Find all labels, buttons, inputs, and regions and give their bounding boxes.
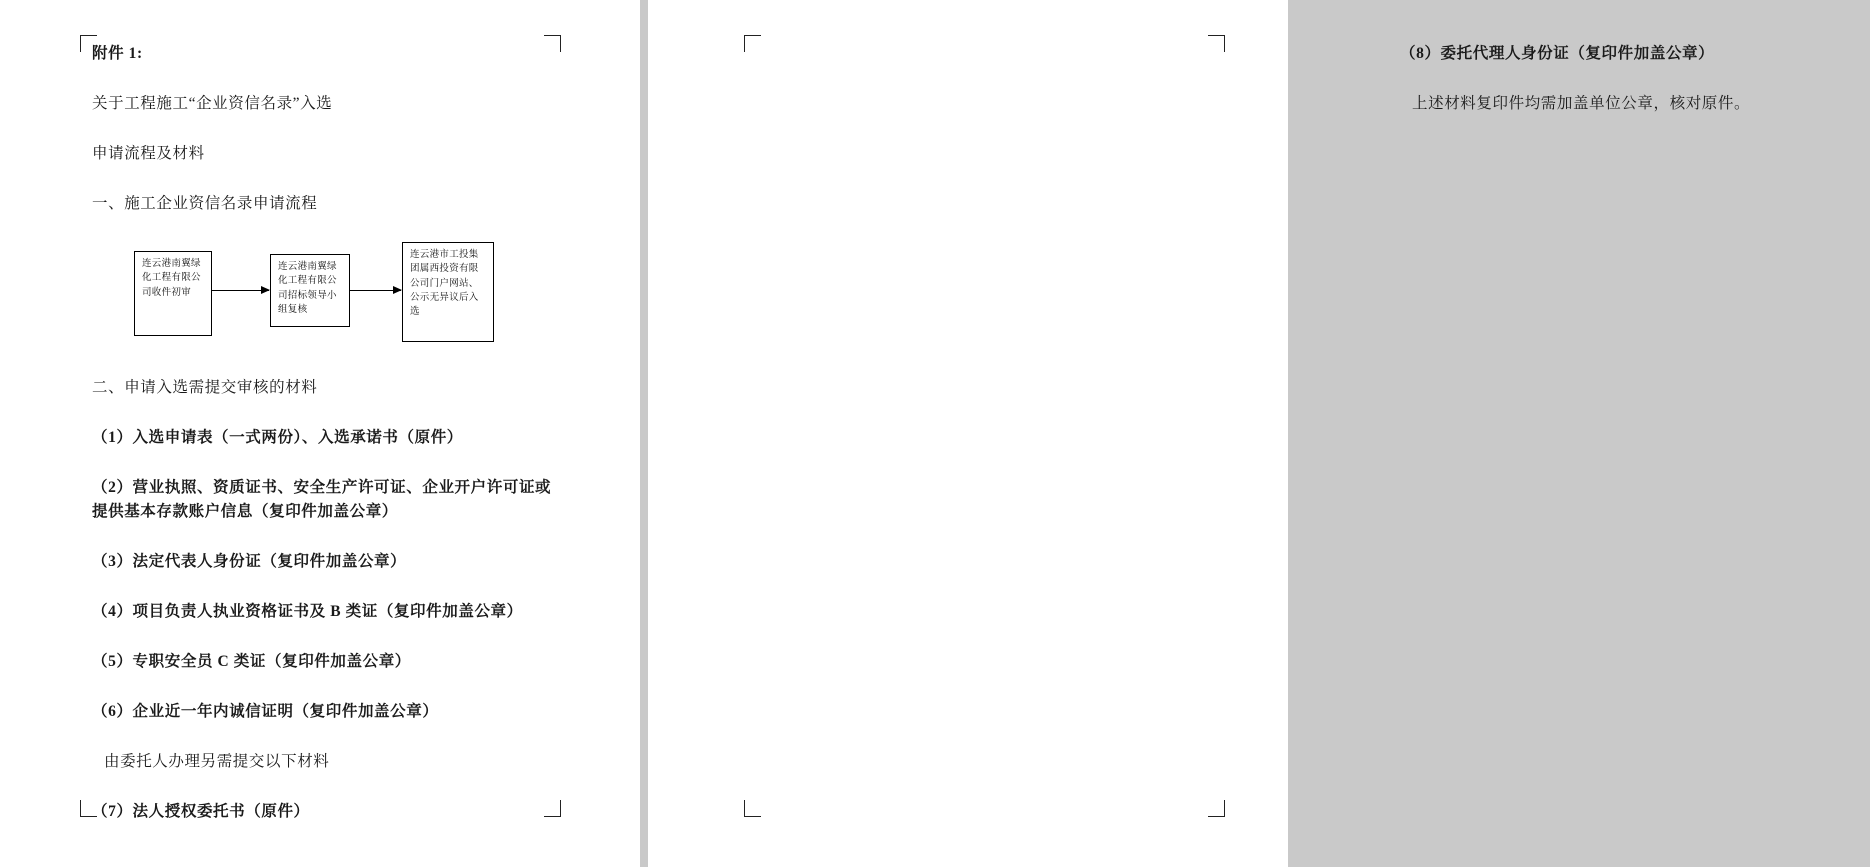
material-item-6: （6）企业近一年内诚信证明（复印件加盖公章）	[92, 703, 439, 721]
page-1-content	[92, 42, 562, 850]
material-item-1: （1）入选申请表（一式两份）、入选承诺书（原件）	[92, 429, 463, 447]
document-title-line-1: 关于工程施工“企业资信名录”入选	[92, 95, 333, 113]
crop-mark-bottom-right-icon	[1208, 800, 1225, 817]
material-item-7: （7）法人授权委托书（原件）	[92, 803, 310, 821]
document-page-2	[648, 0, 1751, 867]
material-item-3: （3）法定代表人身份证（复印件加盖公章）	[92, 553, 407, 571]
flow-step-3: 连云港市工投集团属西投资有限公司门户网站、公示无异议后入选	[402, 242, 494, 342]
section-1-heading: 一、施工企业资信名录申请流程	[92, 195, 318, 213]
section-2-heading: 二、申请入选需提交审核的材料	[92, 379, 318, 397]
material-item-2: （2）营业执照、资质证书、安全生产许可证、企业开户许可证或提供基本存款账户信息（复印件加盖公章）	[92, 479, 552, 521]
flow-arrow-2-icon	[350, 290, 401, 291]
document-page-1	[0, 0, 640, 867]
material-item-4: （4）项目负责人执业资格证书及 B 类证（复印件加盖公章）	[92, 603, 523, 621]
document-title-line-2: 申请流程及材料	[92, 145, 205, 163]
page-gutter	[640, 0, 648, 867]
entrusted-note: 由委托人办理另需提交以下材料	[104, 753, 330, 771]
page-2-content	[1400, 42, 1870, 149]
attachment-label: 附件 1:	[92, 45, 143, 62]
application-flow-diagram	[92, 242, 562, 362]
closing-statement: 上述材料复印件均需加盖单位公章，核对原件。	[1412, 95, 1751, 113]
material-item-8: （8）委托代理人身份证（复印件加盖公章）	[1400, 45, 1715, 62]
flow-step-1: 连云港南翼绿化工程有限公司收件初审	[134, 251, 212, 336]
flow-arrow-1-icon	[212, 290, 269, 291]
material-item-5: （5）专职安全员 C 类证（复印件加盖公章）	[92, 653, 411, 671]
crop-mark-bottom-left-icon	[744, 800, 761, 817]
flow-step-2: 连云港南翼绿化工程有限公司招标领导小组复核	[270, 254, 350, 327]
crop-mark-top-left-icon	[744, 35, 761, 52]
crop-mark-top-right-icon	[1208, 35, 1225, 52]
